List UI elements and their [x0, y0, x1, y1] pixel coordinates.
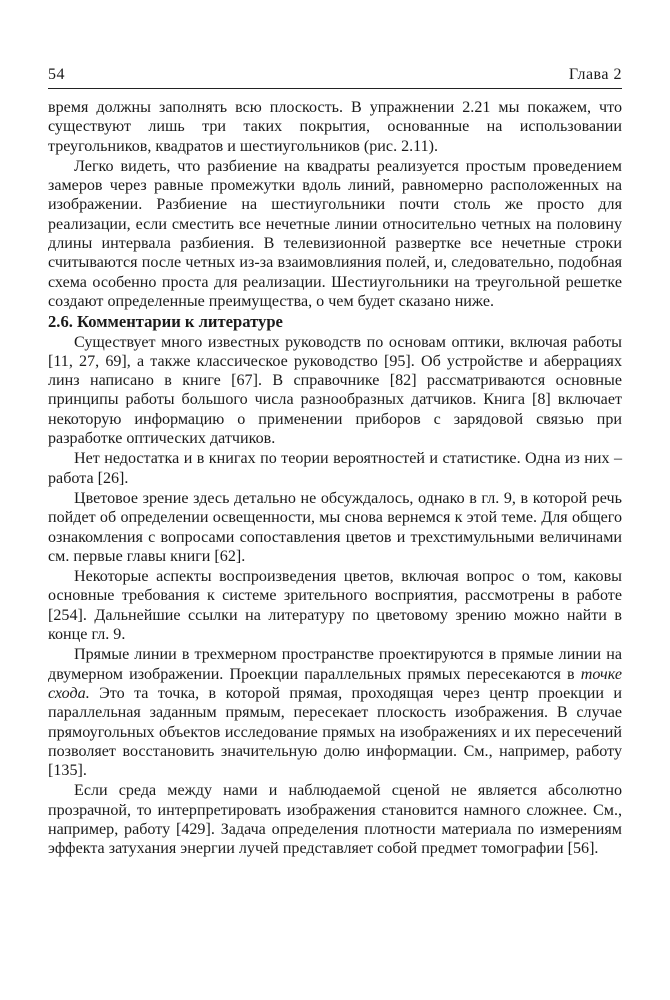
paragraph-text: Это та точка, в которой прямая, проходящая через центр проекции и параллельная заданным прямым, пересекает плоскость изображения. В случае прямоугольных объектов исследование прямых на изображениях и их пересечений позволяет восстановить значительную долю информации. См., например, работу [135].	[48, 684, 622, 780]
paragraph: Легко видеть, что разбиение на квадраты реализуется простым проведением замеров через равные промежутки вдоль линий, равномерно расположенных на изображении. Разбиение на шестиугольники почти столь же просто для реализации, если сместить все нечетные линии относительно четных на половину длины интервала разбиения. В телевизионной развертке все нечетные строки считываются после четных из-за взаимовлияния полей, и, следовательно, подобная схема особенно проста для реализации. Шестиугольники на треугольной решетке создают определенные преимущества, о чем будет сказано ниже.	[48, 157, 622, 310]
paragraph-vanishing-point	[48, 645, 622, 780]
chapter-label: Глава 2	[568, 66, 622, 83]
body-text	[48, 98, 622, 860]
paragraph-text: Прямые линии в трехмерном пространстве проектируются в прямые линии на двумерном изображении. Проекции параллельных прямых пересекаются в	[48, 646, 622, 683]
section-title: 2.6. Комментарии к литературе	[48, 312, 283, 332]
paragraph: Нет недостатка и в книгах по теории вероятностей и статистике. Одна из них – работа [26].	[48, 450, 622, 487]
italic-term: точке схода.	[48, 665, 622, 702]
paragraph: Существует много известных руководств по основам оптики, включая работы [11, 27, 69], а также классическое руководство [95]. Об устройстве и аберрациях линз написано в книге [67]. В справочнике [82] рассматриваются основные принципы работы большого числа разнообразных датчиков. Книга [8] включает некоторую информацию о применении приборов с зарядовой связью при разработке оптических датчиков.	[48, 333, 622, 448]
paragraph: Некоторые аспекты воспроизведения цветов, включая вопрос о том, каковы основные требования к системе зрительного восприятия, рассмотрены в работе [254]. Дальнейшие ссылки на литературу по цветовому зрению можно найти в конце гл. 9.	[48, 568, 622, 644]
paragraph: Цветовое зрение здесь детально не обсуждалось, однако в гл. 9, в которой речь пойдет об определении освещенности, мы снова вернемся к этой теме. Для общего ознакомления с вопросами сопоставления цветов и трехстимульными величинами см. первые главы книги [62].	[48, 489, 622, 565]
header-rule	[48, 88, 622, 89]
running-header	[48, 60, 622, 84]
page-number: 54	[48, 66, 65, 83]
paragraph: время должны заполнять всю плоскость. В упражнении 2.21 мы покажем, что существуют лишь три таких покрытия, основанные на использовании треугольников, квадратов и шестиугольников (рис. 2.11).	[48, 99, 622, 155]
paragraph: Если среда между нами и наблюдаемой сценой не является абсолютно прозрачной, то интерпретировать изображения становится намного сложнее. См., например, работу [429]. Задача определения плотности материала по измерениям эффекта затухания энергии лучей представляет собой предмет томографии [56].	[48, 782, 622, 858]
